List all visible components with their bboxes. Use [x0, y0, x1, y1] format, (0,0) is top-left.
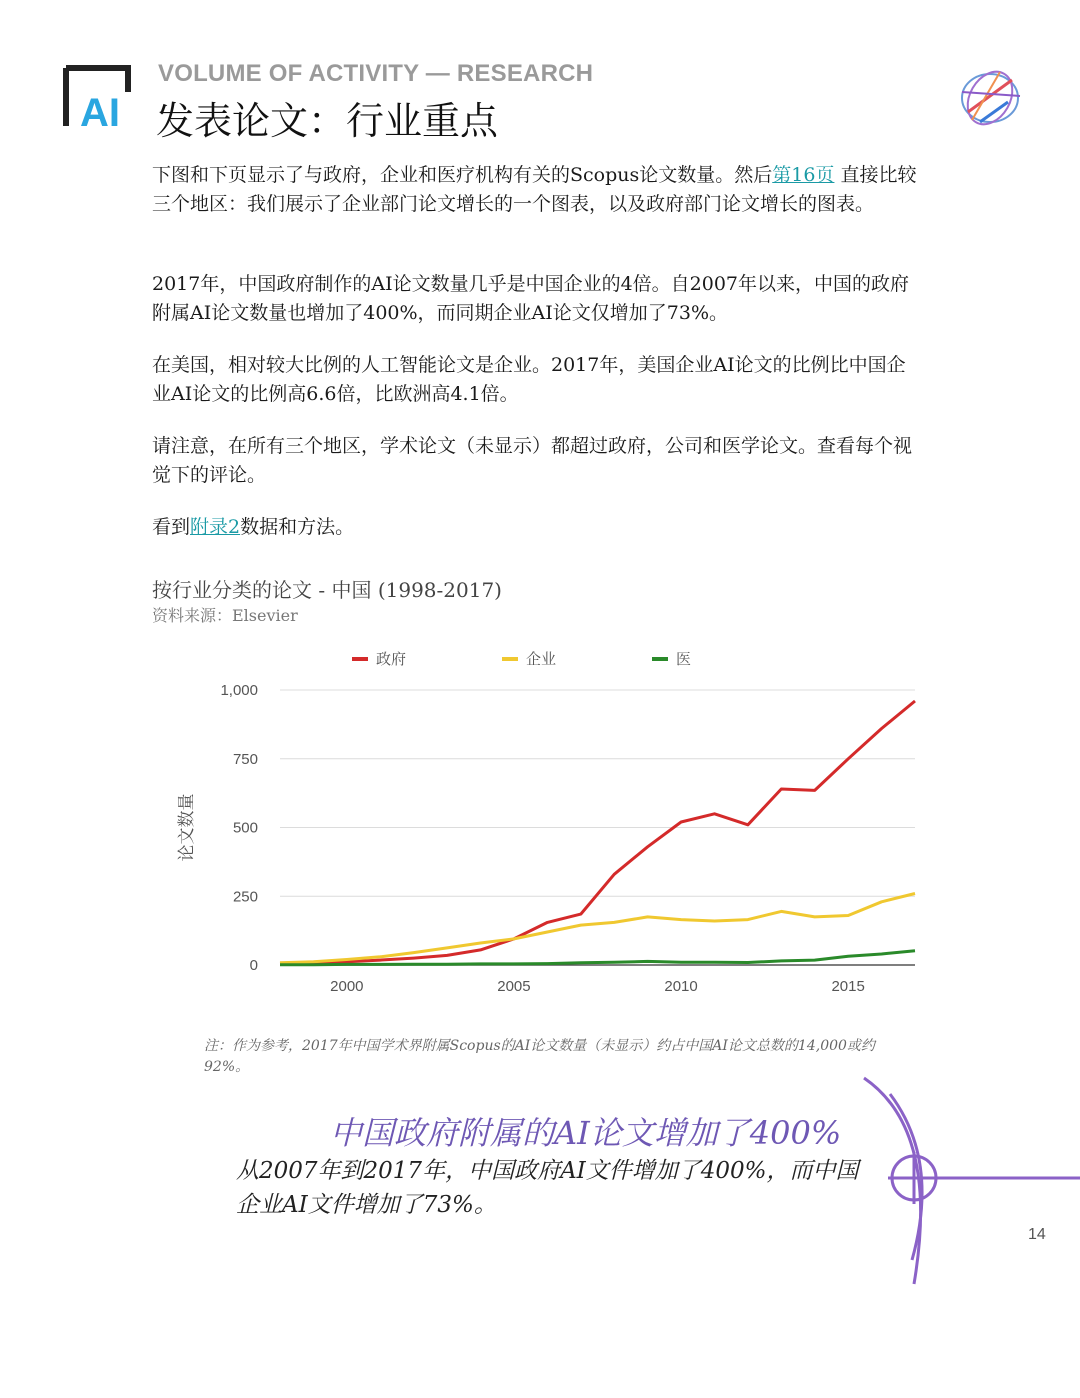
chart-title: 按行业分类的论文 - 中国 (1998-2017): [152, 578, 502, 602]
report-badge-icon: [950, 62, 1030, 132]
legend-label-1: 企业: [526, 650, 557, 668]
legend-label-0: 政府: [376, 650, 407, 668]
y-axis-label: 论文数量: [177, 793, 197, 862]
callout-body: 从2007年到2017年，中国政府AI文件增加了400%，而中国企业AI文件增加了73%。: [236, 1158, 859, 1218]
section-kicker: VOLUME OF ACTIVITY — RESEARCH: [158, 60, 594, 87]
x-tick-label: 2010: [664, 978, 698, 995]
logo-text: AI: [80, 91, 120, 132]
page-title: 发表论文：行业重点: [156, 99, 499, 143]
legend-label-2: 医: [676, 650, 692, 668]
y-tick-label: 750: [232, 750, 258, 768]
x-tick-label: 2015: [831, 978, 865, 995]
chart-footnote: 注：作为参考，2017年中国学术界附属Scopus的AI论文数量（未显示）约占中国AI论文总数的14,000或约92%。: [204, 1038, 875, 1075]
ai-index-logo: [62, 62, 142, 132]
papers-by-sector-line-chart: [160, 630, 940, 1010]
page-number: 14: [1028, 1226, 1046, 1243]
y-tick-label: 500: [232, 819, 258, 837]
series-line-1: [280, 894, 915, 963]
chart-source: 资料来源：Elsevier: [152, 606, 298, 625]
academic-note-paragraph: 请注意，在所有三个地区，学术论文（未显示）都超过政府，公司和医学论文。查看每个视觉下的评论。: [152, 435, 913, 486]
x-tick-label: 2000: [330, 978, 364, 995]
y-tick-label: 1,000: [220, 682, 258, 699]
x-tick-label: 2005: [497, 978, 531, 995]
page-16-link[interactable]: 第16页: [772, 164, 835, 186]
us-corporate-paragraph: 在美国，相对较大比例的人工智能论文是企业。2017年，美国企业AI论文的比例比中国企业AI论文的比例高6.6倍，比欧洲高4.1倍。: [152, 354, 906, 405]
crosshair-decoration-icon: [850, 1070, 1080, 1290]
callout-title: 中国政府附属的AI论文增加了400%: [330, 1114, 842, 1152]
appendix-paragraph: 看到附录2数据和方法。: [152, 516, 355, 538]
y-tick-label: 250: [232, 888, 258, 906]
appendix-2-link[interactable]: 附录2: [190, 516, 241, 538]
china-government-paragraph: 2017年，中国政府制作的AI论文数量几乎是中国企业的4倍。自2007年以来，中国的政府附属AI论文数量也增加了400%，而同期企业AI论文仅增加了73%。: [152, 273, 910, 324]
intro-paragraph: 下图和下页显示了与政府，企业和医疗机构有关的Scopus论文数量。然后第16页 直接比较三个地区：我们展示了企业部门论文增长的一个图表，以及政府部门论文增长的图表。: [152, 164, 917, 215]
y-tick-label: 0: [249, 957, 258, 974]
